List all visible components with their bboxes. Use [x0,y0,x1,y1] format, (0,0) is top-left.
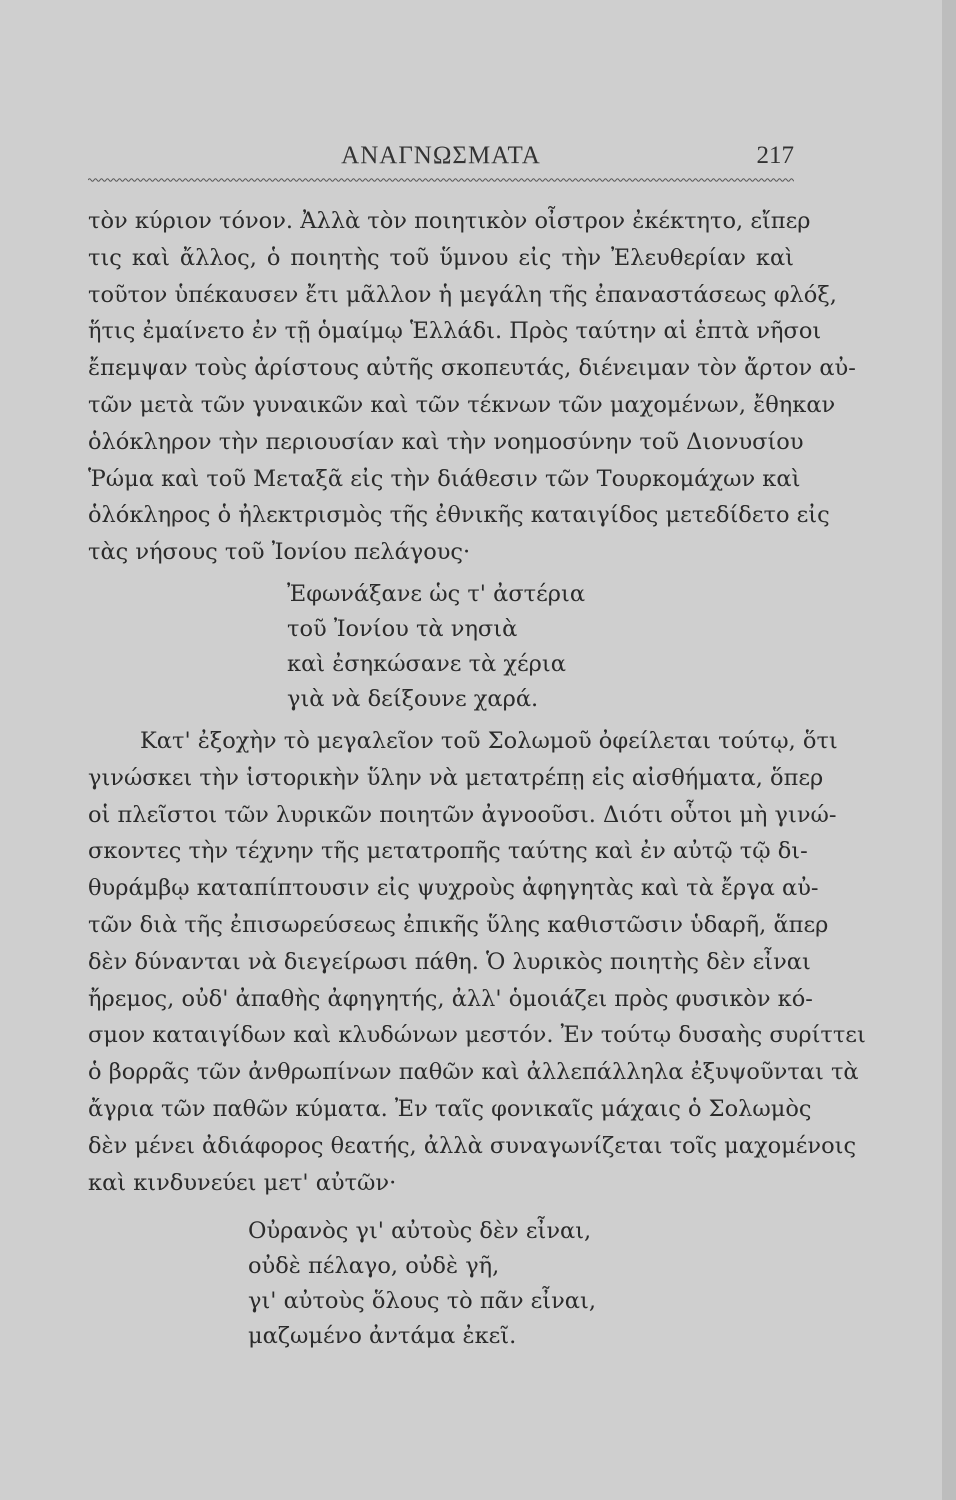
verse-stanza-2 [88,1214,794,1354]
text-line: ἄγρια τῶν παθῶν κύματα. Ἐν ταῖς φονικαῖς μάχαις ὁ Σολωμὸς [88,1095,812,1122]
text-line: ὁλόκληρον τὴν περιουσίαν καὶ τὴν νοημοσύνην τοῦ Διονυσίου [88,428,804,455]
verse-line: Ἐφωνάξανε ὡς τ' ἀστέρια [287,580,586,607]
paragraph-2 [88,723,866,1201]
text-line: ὁ βορρᾶς τῶν ἀνθρωπίνων παθῶν καὶ ἀλλεπάλληλα ἐξυψοῦνται τὰ [88,1059,859,1086]
verse-stanza-1 [88,577,794,717]
paragraph-1 [88,203,856,571]
wavy-rule [88,177,794,183]
text-line: Ῥώμα καὶ τοῦ Μεταξᾶ εἰς τὴν διάθεσιν τῶν Τουρκομάχων καὶ [88,465,801,492]
text-line: τῶν μετὰ τῶν γυναικῶν καὶ τῶν τέκνων τῶν μαχομένων, ἔθηκαν [88,391,836,418]
text-line: δὲν μένει ἀδιάφορος θεατής, ἀλλὰ συναγωνίζεται τοῖς μαχομένοις [88,1132,857,1159]
text-line: τις καὶ ἄλλος, ὁ ποιητὴς τοῦ ὕμνου εἰς τὴν Ἐλευθερίαν καὶ [88,244,794,271]
text-line: τοῦτον ὑπέκαυσεν ἔτι μᾶλλον ἡ μεγάλη τῆς ἐπαναστάσεως φλόξ, [88,281,837,308]
text-line: οἱ πλεῖστοι τῶν λυρικῶν ποιητῶν ἀγνοοῦσι. Διότι οὗτοι μὴ γινώ- [88,801,837,828]
verse-line: τοῦ Ἰονίου τὰ νησιὰ [287,615,518,642]
text-line: τῶν διὰ τῆς ἐπισωρεύσεως ἐπικῆς ὕλης καθιστῶσιν ὑδαρῆ, ἅπερ [88,911,829,938]
verse-line: γι' αὐτοὺς ὅλους τὸ πᾶν εἶναι, [248,1288,596,1315]
text-line: γινώσκει τὴν ἱστορικὴν ὕλην νὰ μετατρέπῃ εἰς αἰσθήματα, ὅπερ [88,764,824,791]
page-number: 217 [756,142,794,169]
body-text [88,203,866,1354]
verse-line: οὐδὲ πέλαγο, οὐδὲ γῆ, [248,1253,500,1280]
text-line: τὰς νήσους τοῦ Ἰονίου πελάγους· [88,539,471,566]
running-title: ΑΝΑΓΝΩΣΜΑΤΑ [341,142,541,169]
text-line: ἥτις ἐμαίνετο ἐν τῇ ὁμαίμῳ Ἑλλάδι. Πρὸς ταύτην αἱ ἑπτὰ νῆσοι [88,318,822,345]
text-line: Κατ' ἐξοχὴν τὸ μεγαλεῖον τοῦ Σολωμοῦ ὀφείλεται τούτῳ, ὅτι [140,727,838,754]
page-edge [942,0,956,1500]
text-line: σκοντες τὴν τέχνην τῆς μετατροπῆς ταύτης καὶ ἐν αὐτῷ τῷ δι- [88,838,808,865]
text-line: θυράμβῳ καταπίπτουσιν εἰς ψυχροὺς ἀφηγητὰς καὶ τὰ ἔργα αὐ- [88,875,819,902]
text-line: σμον καταιγίδων καὶ κλυδώνων μεστόν. Ἐν τούτῳ δυσαὴς συρίττει [88,1022,866,1049]
text-line: δὲν δύνανται νὰ διεγείρωσι πάθη. Ὁ λυρικὸς ποιητὴς δὲν εἶναι [88,948,811,975]
text-line: ἔπεμψαν τοὺς ἀρίστους αὐτῆς σκοπευτάς, διένειμαν τὸν ἄρτον αὐ- [88,355,856,382]
verse-line: Οὐρανὸς γι' αὐτοὺς δὲν εἶναι, [248,1218,592,1245]
text-line: τὸν κύριον τόνον. Ἀλλὰ τὸν ποιητικὸν οἶστρον ἐκέκτητο, εἴπερ [88,208,811,234]
text-line: ἤρεμος, οὐδ' ἀπαθὴς ἀφηγητής, ἀλλ' ὁμοιάζει πρὸς φυσικὸν κό- [88,985,813,1012]
text-line: ὁλόκληρος ὁ ἠλεκτρισμὸς τῆς ἐθνικῆς καταιγίδος μετεδίδετο εἰς [88,502,830,529]
verse-line: γιὰ νὰ δείξουνε χαρά. [287,685,539,712]
text-line: καὶ κινδυνεύει μετ' αὐτῶν· [88,1169,397,1196]
verse-line: καὶ ἐσηκώσανε τὰ χέρια [287,650,566,677]
verse-line: μαζωμένο ἀντάμα ἐκεῖ. [248,1323,517,1350]
running-header [88,142,794,176]
